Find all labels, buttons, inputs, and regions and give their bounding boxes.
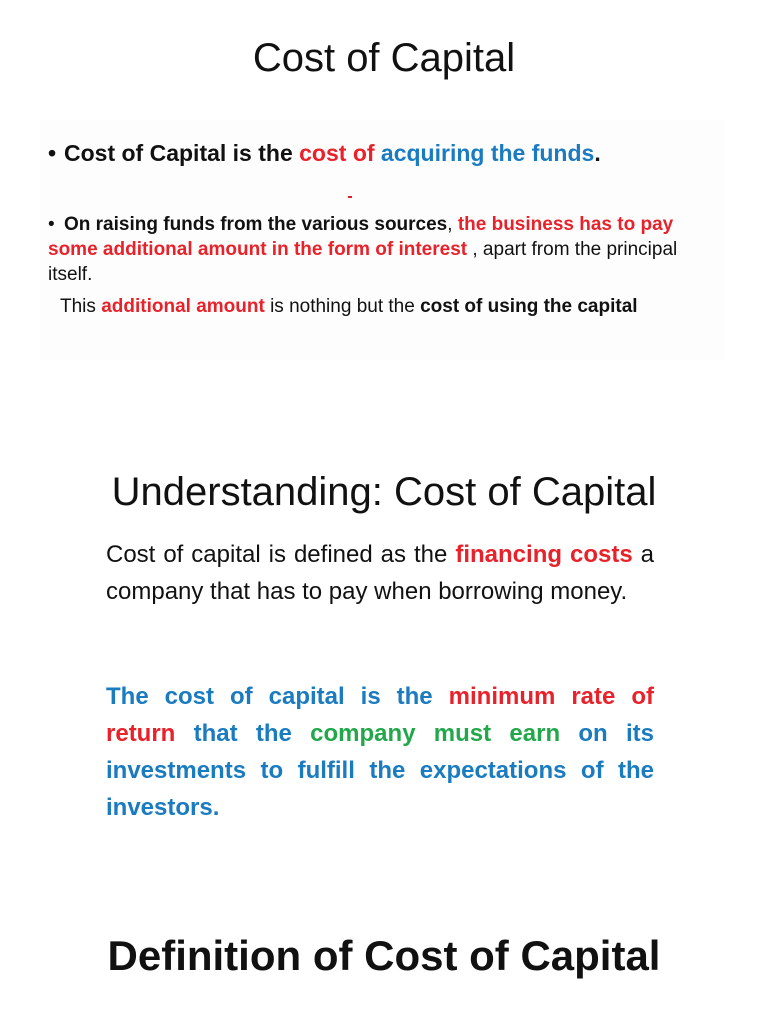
bullet1-text-period: . — [594, 140, 601, 166]
line3-text-cost-using: cost of using the capital — [420, 296, 638, 317]
bullet1-text-acquiring: acquiring the funds — [374, 140, 595, 166]
para2-text-a: The cost of capital is the — [106, 683, 449, 710]
bullet2-text-comma: , — [447, 214, 458, 235]
bullet2-text-a: On raising funds from the various sources — [64, 214, 448, 235]
bullet1-text-a: Cost of Capital is the — [64, 140, 300, 166]
bullet-dot: • — [48, 140, 57, 166]
para2-text-minimum-rate: minimum rate of return — [106, 683, 654, 747]
slide-title-cost-of-capital: Cost of Capital — [252, 36, 516, 80]
para2-text-that-the: that the — [175, 720, 311, 747]
additional-amount-line — [60, 296, 638, 318]
bullet2-text-principal: , apart from the principal itself. — [48, 239, 678, 285]
bullet-raising-funds — [48, 212, 718, 287]
paragraph-minimum-rate — [106, 678, 654, 826]
line3-text-additional: additional amount — [101, 296, 265, 317]
bullet2-text-business: the business has to pay some additional amount in the form of interest — [48, 214, 674, 260]
decorative-mark — [348, 196, 352, 198]
para1-text-a: Cost of capital is defined as the — [106, 541, 456, 568]
bullet1-text-cost-of: cost of — [299, 140, 375, 166]
para1-text-financing: financing costs — [455, 541, 633, 568]
para1-text-b: a company that has to pay when borrowing money. — [106, 541, 655, 605]
slide-title-understanding: Understanding: Cost of Capital — [111, 470, 657, 514]
slide-panel-cost-of-capital — [40, 120, 726, 360]
paragraph-financing-costs — [106, 536, 654, 610]
line3-text-a: This — [60, 296, 102, 317]
line3-text-b: is nothing but the — [264, 296, 421, 317]
para2-text-company: company must earn — [310, 720, 561, 747]
bullet-cost-of-capital-definition — [48, 140, 601, 167]
slide-title-definition: Definition of Cost of Capital — [107, 932, 661, 979]
para2-text-investments: on its investments to fulfill the expectations of the investors. — [106, 720, 655, 821]
bullet-dot: • — [48, 214, 55, 235]
